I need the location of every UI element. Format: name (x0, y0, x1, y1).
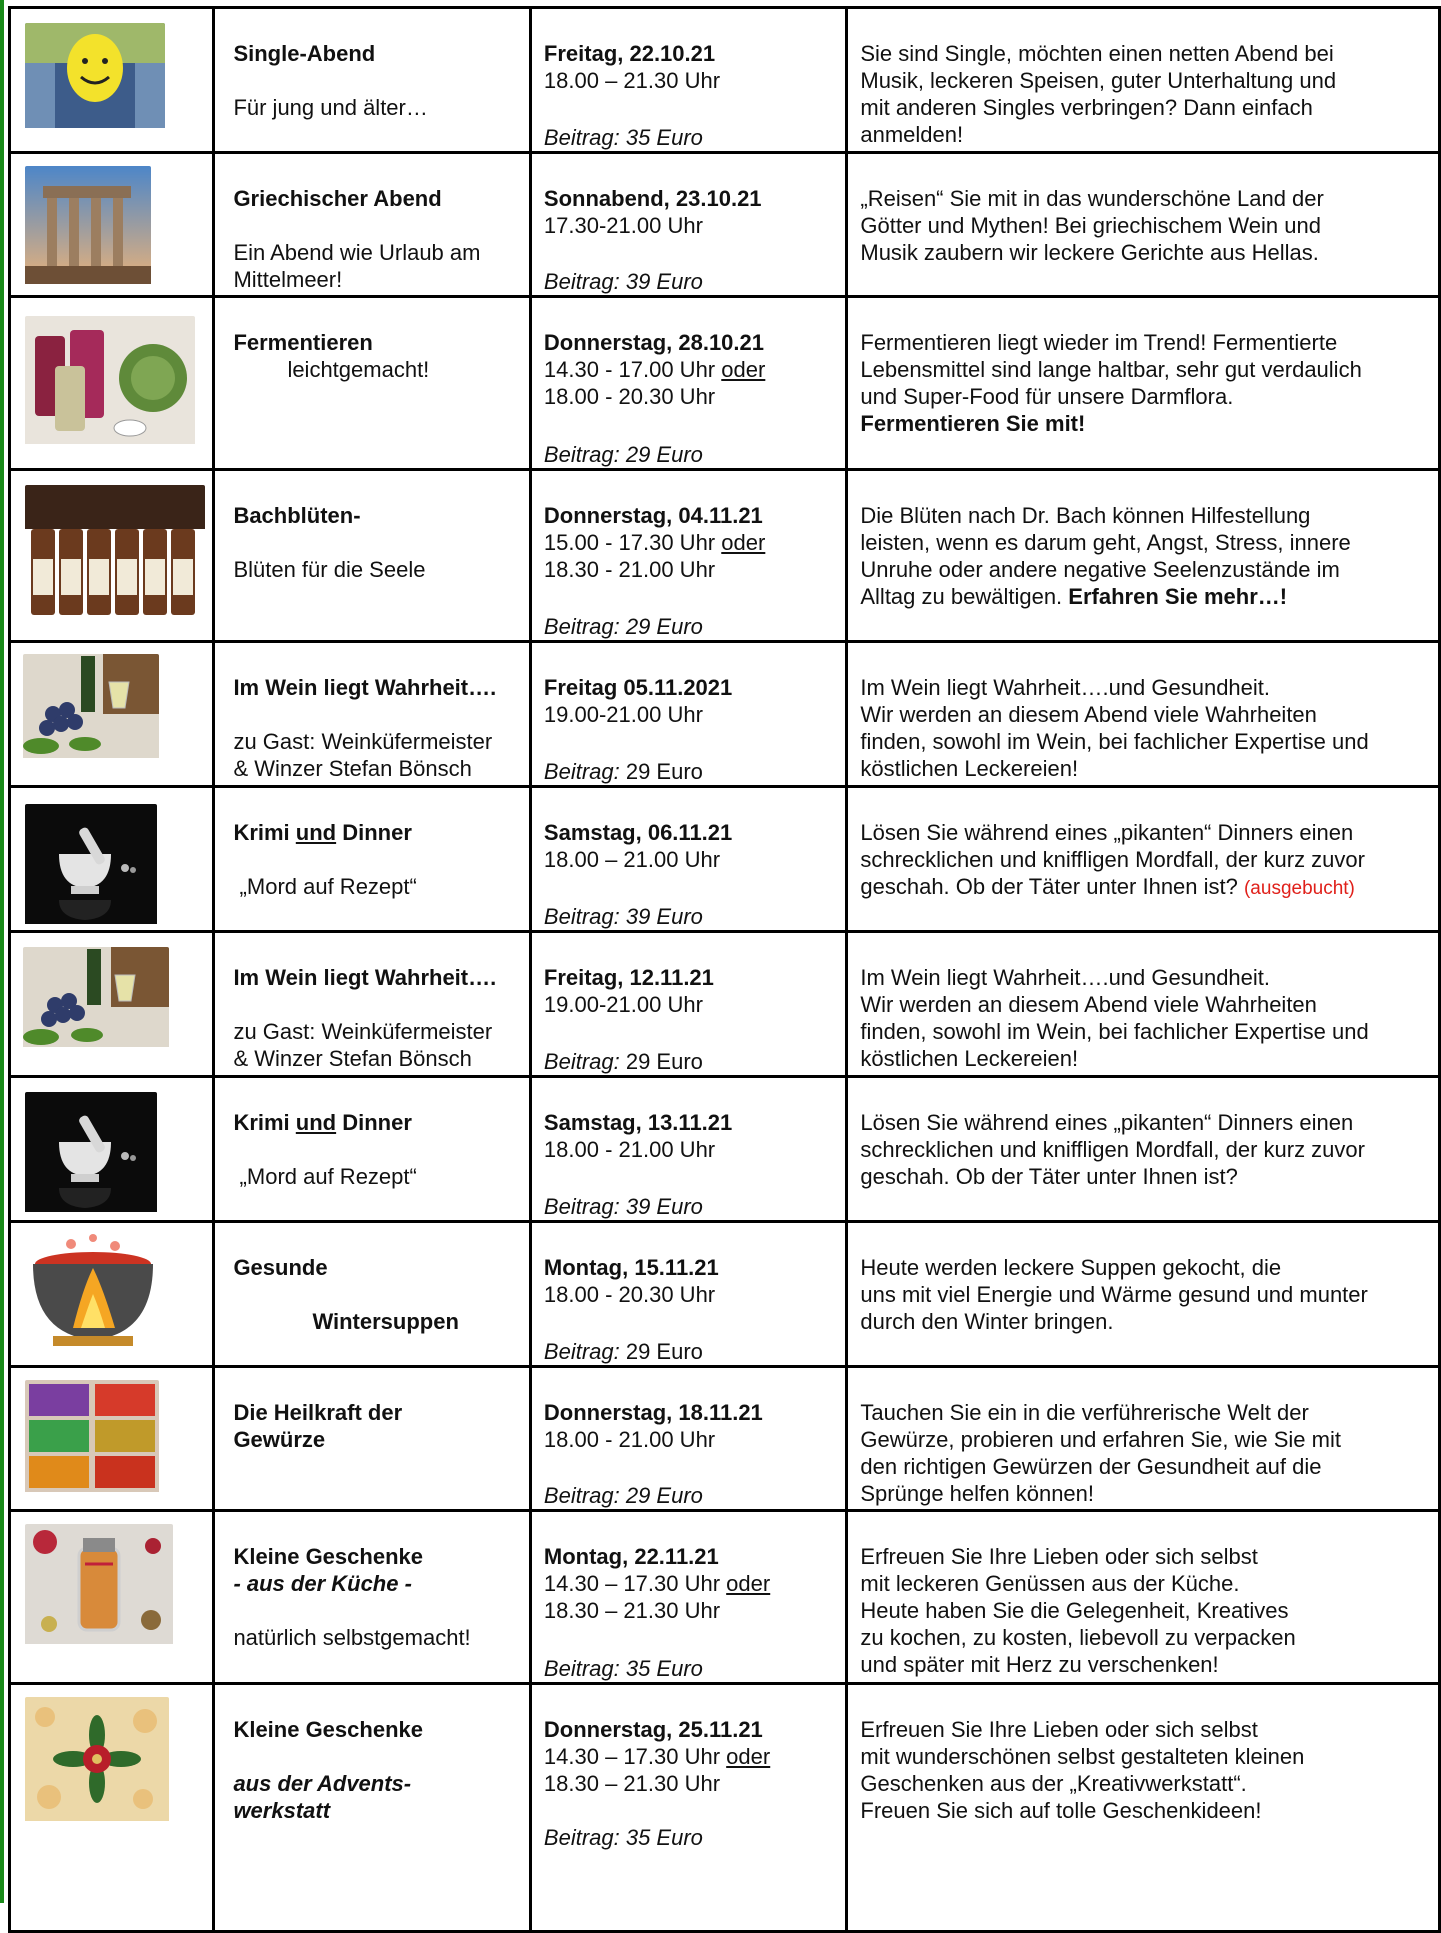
title-part: Dinner (336, 1110, 412, 1135)
date-cell (530, 1511, 846, 1684)
description-line: köstlichen Leckereien! (860, 756, 1079, 781)
title-cell (214, 8, 530, 153)
event-subtitle: & Winzer Stefan Bönsch (233, 756, 472, 781)
description-cell (847, 1077, 1440, 1222)
event-date: Montag, 22.11.21 (543, 1544, 719, 1569)
description-line: mit anderen Singles verbringen? Dann einfach (860, 95, 1313, 120)
fee-amount: 29 Euro (619, 1049, 703, 1074)
description-line: Im Wein liegt Wahrheit….und Gesundheit. (860, 675, 1271, 700)
description-line: Lösen Sie während eines „pikanten“ Dinners einen (860, 1110, 1354, 1135)
image-cell (10, 153, 214, 297)
description-cell (847, 1222, 1440, 1367)
event-title: Single-Abend (233, 41, 376, 66)
title-cell (214, 297, 530, 470)
description-line: finden, sowohl im Wein, bei fachlicher Expertise und (860, 1019, 1369, 1044)
description-cell (847, 932, 1440, 1077)
description-cell (847, 470, 1440, 642)
event-subtitle: „Mord auf Rezept“ (233, 1164, 417, 1189)
image-cell (10, 642, 214, 787)
date-cell (530, 1367, 846, 1511)
description-line: Heute haben Sie die Gelegenheit, Kreatives (860, 1598, 1289, 1623)
event-subtitle: Blüten für die Seele (233, 557, 426, 582)
event-subtitle: zu Gast: Weinküfermeister (233, 1019, 493, 1044)
event-date: Samstag, 13.11.21 (543, 1110, 733, 1135)
event-title: Kleine Geschenke (233, 1717, 423, 1742)
image-cell (10, 470, 214, 642)
event-fee: Beitrag: 35 Euro (543, 125, 703, 150)
event-subtitle: leichtgemacht! (287, 357, 430, 382)
event-date: Montag, 15.11.21 (543, 1255, 719, 1280)
event-subtitle: Für jung und älter… (233, 95, 428, 120)
or-label: oder (721, 357, 766, 382)
sold-out-badge: (ausgebucht) (1243, 878, 1355, 899)
title-part: Dinner (336, 820, 412, 845)
event-fee (544, 758, 703, 785)
description-line: mit leckeren Genüssen aus der Küche. (860, 1571, 1240, 1596)
description-line: Erfreuen Sie Ihre Lieben oder sich selbst (860, 1544, 1258, 1569)
image-cell (10, 1367, 214, 1511)
description-line: Musik zaubern wir leckere Gerichte aus Hellas. (860, 240, 1319, 265)
event-date: Donnerstag, 18.11.21 (543, 1400, 763, 1425)
title-cell (214, 470, 530, 642)
description-highlight: Erfahren Sie mehr…! (1068, 584, 1288, 609)
mortar-pestle-icon (25, 804, 157, 930)
wine-grapes-icon (23, 947, 169, 1053)
date-cell (530, 642, 846, 787)
event-title (233, 1109, 528, 1136)
description-cell (847, 642, 1440, 787)
event-time: 18.00 - 20.30 Uhr (543, 384, 716, 409)
event-title: Gewürze (233, 1427, 326, 1452)
description-line: Wir werden an diesem Abend viele Wahrheiten (860, 702, 1317, 727)
event-time: 14.30 - 17.00 Uhr (543, 357, 716, 382)
date-cell (530, 470, 846, 642)
image-cell (10, 787, 214, 932)
image-cell (10, 1684, 214, 1932)
event-title-italic: aus der Advents- (233, 1771, 412, 1796)
description-line: mit wunderschönen selbst gestalteten kleinen (860, 1744, 1305, 1769)
description-line: Tauchen Sie ein in die verführerische Welt der (860, 1400, 1309, 1425)
description-line: und später mit Herz zu verschenken! (860, 1652, 1219, 1677)
image-cell (10, 1511, 214, 1684)
greek-temple-icon (25, 166, 151, 290)
event-fee: Beitrag: 29 Euro (543, 442, 703, 467)
description-cell (847, 1367, 1440, 1511)
description-cell (847, 297, 1440, 470)
description-line: und Super-Food für unsere Darmflora. (860, 384, 1234, 409)
description-cell (847, 787, 1440, 932)
title-cell (214, 932, 530, 1077)
event-title: Kleine Geschenke (233, 1544, 423, 1569)
event-time: 14.30 – 17.30 Uhr (543, 1571, 721, 1596)
description-cell (847, 1684, 1440, 1932)
event-fee: Beitrag: 39 Euro (543, 269, 703, 294)
description-line: anmelden! (860, 122, 964, 147)
event-subtitle: zu Gast: Weinküfermeister (233, 729, 493, 754)
event-time: 18.30 – 21.30 Uhr (543, 1598, 721, 1623)
event-fee: Beitrag: 29 Euro (543, 1483, 703, 1508)
description-cell (847, 8, 1440, 153)
event-date: Donnerstag, 04.11.21 (543, 503, 763, 528)
event-title: Gesunde (233, 1255, 328, 1280)
advent-star-icon (25, 1697, 169, 1827)
event-title (233, 819, 528, 846)
wine-grapes-icon (23, 654, 159, 764)
event-time: 18.00 – 21.00 Uhr (543, 847, 721, 872)
event-time: 17.30-21.00 Uhr (543, 213, 703, 238)
table-row (10, 1684, 1440, 1932)
description-highlight: Fermentieren Sie mit! (860, 411, 1086, 436)
fermentation-jars-icon (25, 316, 195, 450)
image-cell (10, 297, 214, 470)
table-row (10, 932, 1440, 1077)
fee-label: Beitrag: (543, 759, 620, 784)
table-row (10, 153, 1440, 297)
table-row (10, 1367, 1440, 1511)
description-cell (847, 1511, 1440, 1684)
description-line: Sie sind Single, möchten einen netten Abend bei (860, 41, 1334, 66)
table-row (10, 8, 1440, 153)
event-fee: Beitrag: 29 Euro (543, 614, 703, 639)
description-line: schrecklichen und kniffligen Mordfall, der kurz zuvor (860, 1137, 1365, 1162)
or-label: oder (721, 530, 766, 555)
description-line: geschah. Ob der Täter unter Ihnen ist? (860, 874, 1244, 899)
description-line: finden, sowohl im Wein, bei fachlicher Expertise und (860, 729, 1369, 754)
event-date: Samstag, 06.11.21 (543, 820, 733, 845)
description-line: Fermentieren liegt wieder im Trend! Fermentierte (860, 330, 1338, 355)
description-line: Musik, leckeren Speisen, guter Unterhaltung und (860, 68, 1337, 93)
event-date: Donnerstag, 28.10.21 (543, 330, 765, 355)
fee-label: Beitrag: (543, 1339, 620, 1364)
event-title: Im Wein liegt Wahrheit…. (233, 675, 497, 700)
event-time: 18.30 - 21.00 Uhr (543, 557, 716, 582)
title-cell (214, 642, 530, 787)
description-line: Freuen Sie sich auf tolle Geschenkideen! (860, 1798, 1262, 1823)
smiley-balloon-icon (25, 23, 165, 134)
description-line: „Reisen“ Sie mit in das wunderschöne Land der (860, 186, 1324, 211)
event-fee (544, 1048, 703, 1075)
or-label: oder (726, 1571, 771, 1596)
title-cell (214, 1511, 530, 1684)
title-cell (214, 1684, 530, 1932)
description-line: Wir werden an diesem Abend viele Wahrheiten (860, 992, 1317, 1017)
gift-jar-icon (25, 1524, 173, 1650)
event-date: Donnerstag, 25.11.21 (543, 1717, 763, 1742)
event-fee: Beitrag: 39 Euro (543, 904, 703, 929)
table-row (10, 1077, 1440, 1222)
description-line: leisten, wenn es darum geht, Angst, Stress, innere (860, 530, 1351, 555)
description-line: uns mit viel Energie und Wärme gesund und munter (860, 1282, 1368, 1307)
date-cell (530, 1077, 846, 1222)
description-cell (847, 153, 1440, 297)
event-time: 18.00 - 20.30 Uhr (543, 1282, 716, 1307)
table-row (10, 1511, 1440, 1684)
fee-amount: 29 Euro (619, 1339, 703, 1364)
event-time: 18.00 - 21.00 Uhr (543, 1137, 716, 1162)
event-title: Fermentieren (233, 330, 373, 355)
image-cell (10, 1077, 214, 1222)
event-date: Freitag, 22.10.21 (543, 41, 716, 66)
title-part: Krimi (233, 1110, 296, 1135)
description-line: köstlichen Leckereien! (860, 1046, 1079, 1071)
event-title-italic: - aus der Küche - (233, 1571, 412, 1596)
image-cell (10, 8, 214, 153)
description-line: Erfreuen Sie Ihre Lieben oder sich selbst (860, 1717, 1258, 1742)
event-title: Im Wein liegt Wahrheit…. (233, 965, 497, 990)
description-line: Unruhe oder andere negative Seelenzustände im (860, 557, 1340, 582)
event-subtitle: Mittelmeer! (233, 267, 343, 292)
table-row (10, 642, 1440, 787)
date-cell (530, 153, 846, 297)
event-title-line2: Wintersuppen (312, 1309, 459, 1334)
description-line: Lebensmittel sind lange haltbar, sehr gut verdaulich (860, 357, 1362, 382)
event-time: 18.00 – 21.30 Uhr (543, 68, 721, 93)
event-time: 19.00-21.00 Uhr (543, 992, 703, 1017)
description-line: den richtigen Gewürzen der Gesundheit auf die (860, 1454, 1322, 1479)
date-cell (530, 297, 846, 470)
table-row (10, 1222, 1440, 1367)
left-accent-bar (0, 0, 4, 1903)
event-date: Freitag 05.11.2021 (543, 675, 733, 700)
description-line: Im Wein liegt Wahrheit….und Gesundheit. (860, 965, 1271, 990)
description-line: Alltag zu bewältigen. (860, 584, 1069, 609)
description-line: geschah. Ob der Täter unter Ihnen ist? (860, 1164, 1238, 1189)
description-line: Die Blüten nach Dr. Bach können Hilfestellung (860, 503, 1311, 528)
description-line: Götter und Mythen! Bei griechischem Wein und (860, 213, 1321, 238)
event-subtitle: „Mord auf Rezept“ (233, 874, 417, 899)
event-fee: Beitrag: 35 Euro (543, 1825, 703, 1850)
table-row (10, 470, 1440, 642)
event-title: Griechischer Abend (233, 186, 442, 211)
title-cell (214, 1077, 530, 1222)
description-line: schrecklichen und kniffligen Mordfall, der kurz zuvor (860, 847, 1365, 872)
event-time: 15.00 - 17.30 Uhr (543, 530, 716, 555)
event-fee: Beitrag: 35 Euro (543, 1656, 703, 1681)
event-time: 19.00-21.00 Uhr (543, 702, 703, 727)
description-line: Gewürze, probieren und erfahren Sie, wie Sie mit (860, 1427, 1341, 1452)
fee-label: Beitrag: (543, 1049, 620, 1074)
event-subtitle: natürlich selbstgemacht! (233, 1625, 471, 1650)
event-time: 18.00 - 21.00 Uhr (543, 1427, 716, 1452)
bach-flower-bottles-icon (25, 485, 205, 633)
date-cell (530, 8, 846, 153)
event-fee (544, 1338, 703, 1365)
or-label: oder (726, 1744, 771, 1769)
title-part: und (295, 1110, 337, 1135)
title-part: Krimi (233, 820, 296, 845)
event-title: Die Heilkraft der (233, 1400, 403, 1425)
fee-amount: 29 Euro (619, 759, 703, 784)
description-line: durch den Winter bringen. (860, 1309, 1114, 1334)
title-cell (214, 1367, 530, 1511)
event-date: Freitag, 12.11.21 (543, 965, 714, 990)
title-cell (214, 1222, 530, 1367)
date-cell (530, 932, 846, 1077)
table-row (10, 297, 1440, 470)
event-table (8, 6, 1441, 1933)
spices-icon (25, 1380, 159, 1498)
image-cell (10, 1222, 214, 1367)
date-cell (530, 1222, 846, 1367)
date-cell (530, 1684, 846, 1932)
description-line: Heute werden leckere Suppen gekocht, die (860, 1255, 1282, 1280)
event-title-italic: werkstatt (233, 1798, 331, 1823)
image-cell (10, 932, 214, 1077)
event-date: Sonnabend, 23.10.21 (543, 186, 762, 211)
description-line: Lösen Sie während eines „pikanten“ Dinners einen (860, 820, 1354, 845)
mortar-pestle-icon (25, 1092, 157, 1218)
soup-pot-fire-icon (23, 1228, 163, 1362)
date-cell (530, 787, 846, 932)
title-cell (214, 787, 530, 932)
description-line: Sprünge helfen können! (860, 1481, 1095, 1506)
event-subtitle: & Winzer Stefan Bönsch (233, 1046, 472, 1071)
event-subtitle: Ein Abend wie Urlaub am (233, 240, 481, 265)
title-cell (214, 153, 530, 297)
event-fee: Beitrag: 39 Euro (543, 1194, 703, 1219)
event-time: 18.30 – 21.30 Uhr (543, 1771, 721, 1796)
event-title: Bachblüten- (233, 503, 361, 528)
table-row (10, 787, 1440, 932)
description-line: Geschenken aus der „Kreativwerkstatt“. (860, 1771, 1247, 1796)
title-part: und (295, 820, 337, 845)
description-line: zu kochen, zu kosten, liebevoll zu verpacken (860, 1625, 1296, 1650)
event-time: 14.30 – 17.30 Uhr (543, 1744, 721, 1769)
